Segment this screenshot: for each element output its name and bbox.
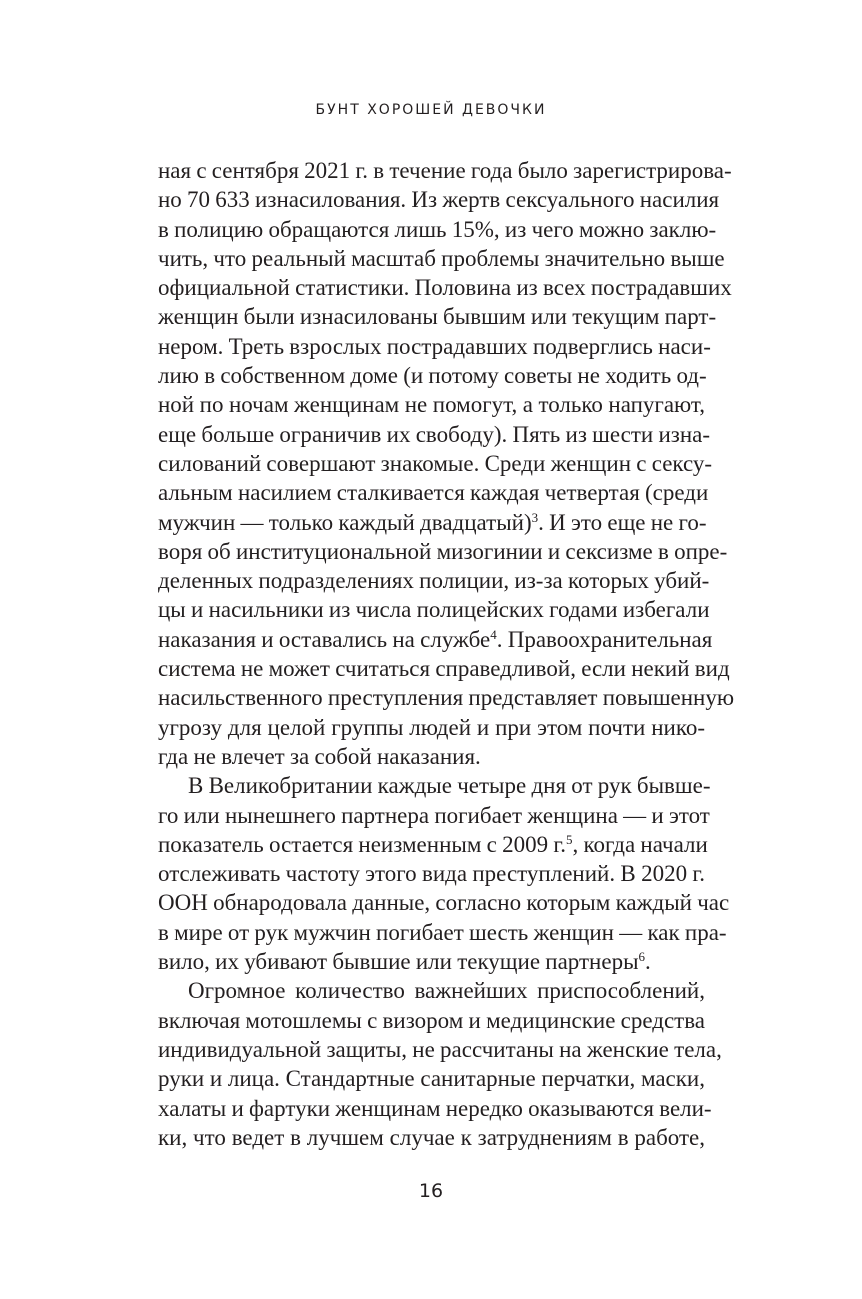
line-text: руки и лица. Стандартные санитарные перчатки, маски, <box>158 1066 705 1092</box>
text-line <box>158 537 728 566</box>
line-text: . И это еще не го- <box>538 509 707 535</box>
line-text: ООН обнародовала данные, согласно которым каждый час <box>158 890 730 916</box>
page-number: 16 <box>418 1180 444 1202</box>
text-line <box>158 1123 705 1152</box>
text-line <box>158 1094 712 1123</box>
text-line <box>158 742 705 771</box>
text-line <box>158 566 710 595</box>
text-line <box>158 244 725 273</box>
text-line <box>158 713 705 742</box>
running-header: БУНТ ХОРОШЕЙ ДЕВОЧКИ <box>315 102 547 118</box>
line-text: альным насилием сталкивается каждая четвертая (среди <box>158 480 709 506</box>
line-text: Огромное количество важнейших приспособлений, <box>188 978 705 1004</box>
line-text: халаты и фартуки женщинам нередко оказываются вели- <box>158 1095 712 1121</box>
line-text: женщин были изнасилованы бывшим или текущим парт- <box>158 304 717 330</box>
text-line <box>158 1006 705 1035</box>
footnote-marker: 5 <box>565 831 573 847</box>
text-line <box>158 888 730 917</box>
footnote-marker: 6 <box>638 949 646 965</box>
line-text: гда не влечет за собой наказания. <box>158 743 481 769</box>
text-line <box>158 156 732 185</box>
text-line <box>158 859 705 888</box>
text-line <box>158 830 708 859</box>
text-line <box>158 801 710 830</box>
line-text: чить, что реальный масштаб проблемы значительно выше <box>158 245 725 271</box>
line-text: показатель остается неизменным с 2009 г. <box>158 831 566 857</box>
line-text: включая мотошлемы с визором и медицинские средства <box>158 1007 705 1033</box>
text-line <box>158 215 717 244</box>
text-line <box>158 478 709 507</box>
text-line <box>158 976 705 1005</box>
line-text: в мире от рук мужчин погибает шесть женщин — как пра- <box>158 919 727 945</box>
line-text: го или нынешнего партнера погибает женщина — и этот <box>158 802 710 828</box>
text-line <box>158 302 717 331</box>
line-text: еще больше ограничив их свободу). Пять из шести изна- <box>158 421 711 447</box>
line-text: отслеживать частоту этого вида преступлений. В 2020 г. <box>158 861 705 887</box>
body-text <box>158 156 735 1152</box>
text-line <box>158 420 711 449</box>
text-line <box>158 625 713 654</box>
footnote-marker: 4 <box>490 626 497 642</box>
line-text: деленных подразделениях полиции, из-за которых убий- <box>158 568 710 594</box>
line-text: ки, что ведет в лучшем случае к затруднениям в работе, <box>158 1124 705 1150</box>
text-line <box>158 508 705 537</box>
text-line <box>158 918 727 947</box>
text-line <box>158 595 710 624</box>
text-line <box>158 273 732 302</box>
line-text: . Правоохранительная <box>496 626 713 652</box>
line-text: в полицию обращаются лишь 15%, из чего можно заклю- <box>158 216 717 242</box>
line-text: индивидуальной защиты, не рассчитаны на женские тела, <box>158 1036 722 1062</box>
line-text: . <box>645 949 651 975</box>
line-text: цы и насильники из числа полицейских годами избегали <box>158 597 710 623</box>
line-text: угрозу для целой группы людей и при этом почти нико- <box>158 714 705 740</box>
line-text: , когда начали <box>572 831 708 857</box>
line-text: но 70 633 изнасилования. Из жертв сексуального насилия <box>158 187 720 213</box>
text-line <box>158 683 735 712</box>
line-text: В Великобритании каждые четыре дня от рук бывше- <box>188 773 711 799</box>
text-line <box>158 332 711 361</box>
line-text: нером. Треть взрослых пострадавших подверглись наси- <box>158 333 711 359</box>
line-text: силований совершают знакомые. Среди женщин с сексу- <box>158 450 713 476</box>
text-line <box>158 1064 705 1093</box>
line-text: мужчин — только каждый двадцатый) <box>158 509 532 535</box>
line-text: наказания и оставались на службе <box>158 626 491 652</box>
line-text: насильственного преступления представляет повышенную <box>158 685 735 711</box>
line-text: официальной статистики. Половина из всех пострадавших <box>158 275 732 301</box>
line-text: лию в собственном доме (и потому советы не ходить од- <box>158 363 707 389</box>
line-text: вило, их убивают бывшие или текущие партнеры <box>158 949 639 975</box>
text-line <box>158 654 730 683</box>
line-text: ная с сентября 2021 г. в течение года было зарегистрирова- <box>158 158 732 183</box>
text-line <box>158 771 711 800</box>
line-text: система не может считаться справедливой, если некий вид <box>158 656 730 682</box>
line-text: воря об институциональной мизогинии и сексизме в опре- <box>158 538 728 564</box>
footnote-marker: 3 <box>531 509 539 525</box>
text-line <box>158 1035 722 1064</box>
text-line <box>158 947 705 976</box>
text-line <box>158 449 713 478</box>
text-line <box>158 185 720 214</box>
text-line <box>158 390 705 419</box>
text-line <box>158 361 705 390</box>
line-text: ной по ночам женщинам не помогут, а только напугают, <box>158 392 705 418</box>
